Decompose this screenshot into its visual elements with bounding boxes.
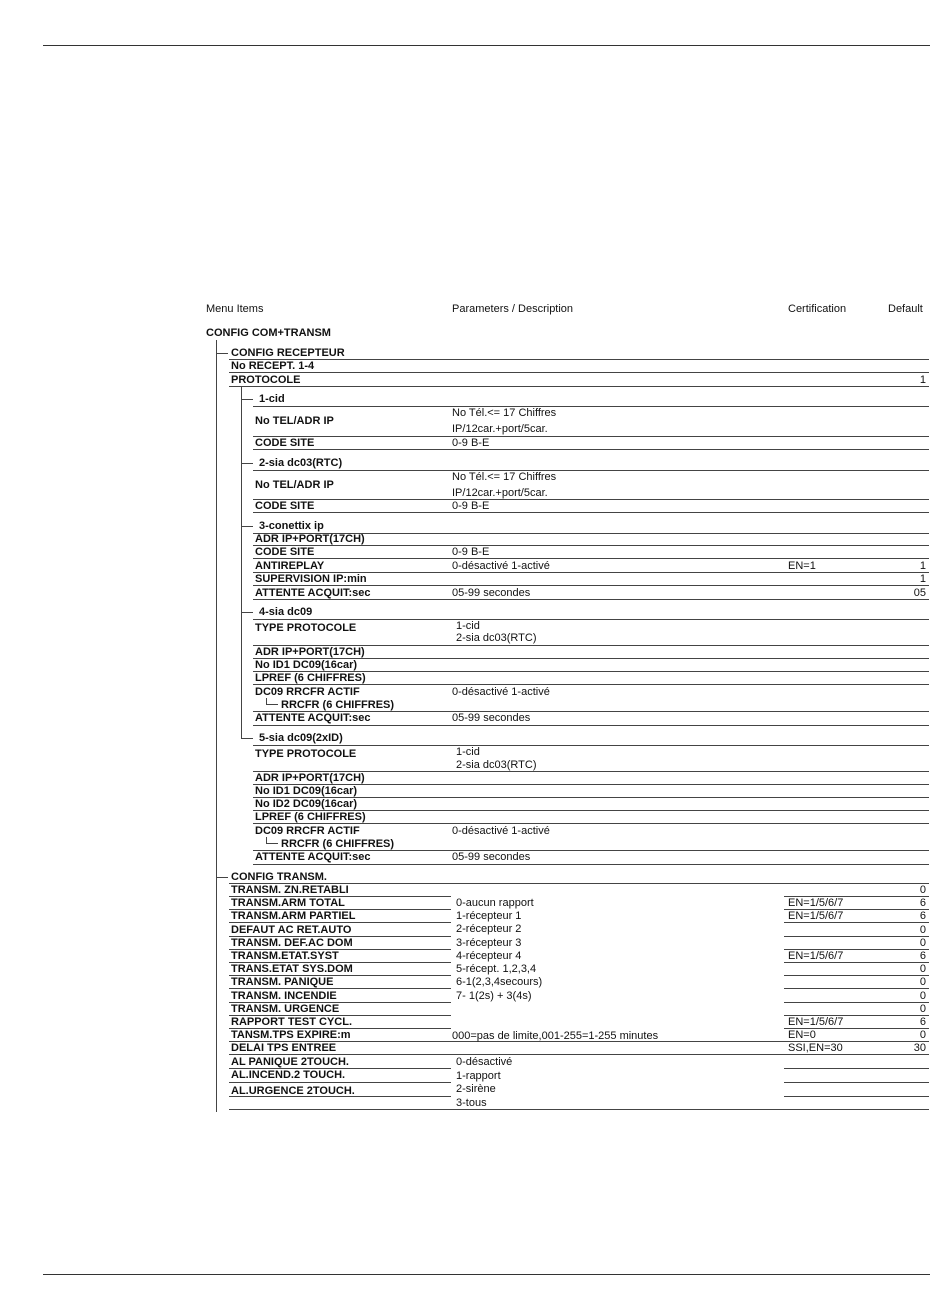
sub-5-sia-dc09-2xid: 5-sia dc09(2xID) [259,732,343,744]
row-rule [229,922,451,923]
option-4: 4-récepteur 4 [456,950,522,962]
row-al-panique: AL PANIQUE 2TOUCH. [231,1056,349,1068]
row-rrcfr: RRCFR (6 CHIFFRES) [281,838,395,850]
cert-antireplay: EN=1 [788,560,816,572]
al-option-2: 2-sirène [456,1083,496,1095]
row-no-id1: No ID1 DC09(16car) [255,785,358,797]
row-adr-ip: ADR IP+PORT(17CH) [255,646,365,658]
row-adr-ip: ADR IP+PORT(17CH) [255,533,365,545]
transm-row-label: TRANSM. DEF.AC DOM [231,937,353,949]
row-al-incend: AL.INCEND.2 TOUCH. [231,1069,346,1081]
desc-code-site: 0-9 B-E [452,437,490,449]
desc-code-site: 0-9 B-E [452,500,490,512]
transm-row-label: TRANSM. PANIQUE [231,976,334,988]
transm-row-default: 6 [919,910,926,922]
transm-row-cert: EN=1/5/6/7 [788,910,844,922]
row-type-protocole: TYPE PROTOCOLE [255,748,357,760]
transm-row-label: TRANS.ETAT SYS.DOM [231,963,353,975]
desc-no-tel-2: IP/12car.+port/5car. [452,423,548,435]
option-7: 7- 1(2s) + 3(4s) [456,990,532,1002]
tree-line-root [216,340,217,1112]
al-option-1: 1-rapport [456,1070,501,1082]
transm-row-cert: EN=1/5/6/7 [788,950,844,962]
desc-rrcfr-actif: 0-désactivé 1-activé [452,825,550,837]
transm-row-label: TRANSM. URGENCE [231,1003,340,1015]
transm-row-label: TRANSM. ZN.RETABLI [231,884,349,896]
desc-antireplay: 0-désactivé 1-activé [452,560,550,572]
row-antireplay: ANTIREPLAY [255,560,325,572]
transm-row-label: TRANSM. INCENDIE [231,990,337,1002]
row-no-id1: No ID1 DC09(16car) [255,659,358,671]
transm-row-default: 6 [919,950,926,962]
desc-no-tel-1: No Tél.<= 17 Chiffres [452,407,557,419]
row-rule [229,1054,929,1055]
transm-row-label: DEFAUT AC RET.AUTO [231,924,352,936]
transm-row-label: TRANSM.ETAT.SYST [231,950,339,962]
sub-4-sia-dc09: 4-sia dc09 [259,606,313,618]
transm-row-label: TANSM.TPS EXPIRE:m [231,1029,351,1041]
transm-row-default: 30 [913,1042,926,1054]
row-type-protocole: TYPE PROTOCOLE [255,622,357,634]
option-6: 6-1(2,3,4secours) [456,976,543,988]
row-al-urgence: AL.URGENCE 2TOUCH. [231,1085,355,1097]
root-title: CONFIG COM+TRANSM [206,327,331,339]
desc-type-2: 2-sia dc03(RTC) [456,759,537,771]
col-parameters: Parameters / Description [452,303,574,315]
col-menu-items: Menu Items [206,303,264,315]
default-supervision: 1 [919,573,926,585]
transm-row-default: 0 [919,990,926,1002]
desc-rrcfr-actif: 0-désactivé 1-activé [452,686,550,698]
desc-no-tel-1: No Tél.<= 17 Chiffres [452,471,557,483]
row-supervision: SUPERVISION IP:min [255,573,367,585]
option-3: 3-récepteur 3 [456,937,522,949]
transm-row-default: 0 [919,884,926,896]
desc-tps-expire: 000=pas de limite,001-255=1-255 minutes [452,1030,659,1042]
row-code-site: CODE SITE [255,437,315,449]
desc-type-2: 2-sia dc03(RTC) [456,632,537,644]
desc-code-site: 0-9 B-E [452,546,490,558]
al-option-3: 3-tous [456,1097,487,1109]
desc-attente: 05-99 secondes [452,712,531,724]
sub-2-sia-dc03: 2-sia dc03(RTC) [259,457,343,469]
option-5: 5-récept. 1,2,3,4 [456,963,537,975]
desc-attente: 05-99 secondes [452,851,531,863]
top-rule [43,45,930,46]
option-1: 1-récepteur 1 [456,910,522,922]
row-rule [784,922,929,923]
row-protocole: PROTOCOLE [231,374,301,386]
row-rule [784,988,929,989]
transm-row-label: DELAI TPS ENTREE [231,1042,337,1054]
sub-1-cid: 1-cid [259,393,285,405]
transm-row-default: 0 [919,937,926,949]
default-antireplay: 1 [919,560,926,572]
row-rrcfr-actif: DC09 RRCFR ACTIF [255,825,360,837]
row-rrcfr: RRCFR (6 CHIFFRES) [281,699,395,711]
row-code-site: CODE SITE [255,546,315,558]
row-attente: ATTENTE ACQUIT:sec [255,712,371,724]
transm-row-default: 0 [919,1003,926,1015]
transm-row-default: 0 [919,1029,926,1041]
transm-row-default: 6 [919,1016,926,1028]
option-0: 0-aucun rapport [456,897,534,909]
desc-type-1: 1-cid [456,620,480,632]
transm-row-default: 6 [919,897,926,909]
row-lpref: LPREF (6 CHIFFRES) [255,672,366,684]
row-no-tel: No TEL/ADR IP [255,479,334,491]
row-no-recept: No RECEPT. 1-4 [231,360,315,372]
transm-row-label: TRANSM.ARM TOTAL [231,897,345,909]
row-rule [229,988,451,989]
row-no-tel: No TEL/ADR IP [255,415,334,427]
transm-row-default: 0 [919,924,926,936]
row-lpref: LPREF (6 CHIFFRES) [255,811,366,823]
sub-3-conettix: 3-conettix ip [259,520,324,532]
row-code-site: CODE SITE [255,500,315,512]
al-option-0: 0-désactivé [456,1056,513,1068]
row-attente: ATTENTE ACQUIT:sec [255,851,371,863]
transm-row-default: 0 [919,976,926,988]
col-certification: Certification [788,303,847,315]
desc-attente: 05-99 secondes [452,587,531,599]
transm-row-default: 0 [919,963,926,975]
transm-row-label: RAPPORT TEST CYCL. [231,1016,353,1028]
option-2: 2-récepteur 2 [456,923,522,935]
row-rrcfr-actif: DC09 RRCFR ACTIF [255,686,360,698]
section-config-recepteur: CONFIG RECEPTEUR [231,347,345,359]
transm-row-cert: SSI,EN=30 [788,1042,843,1054]
transm-row-label: TRANSM.ARM PARTIEL [231,910,356,922]
protocole-default: 1 [919,374,926,386]
transm-row-cert: EN=0 [788,1029,816,1041]
transm-row-cert: EN=1/5/6/7 [788,1016,844,1028]
default-attente: 05 [913,587,926,599]
tree-line-recepteur [241,387,242,738]
desc-no-tel-2: IP/12car.+port/5car. [452,487,548,499]
row-no-id2: No ID2 DC09(16car) [255,798,358,810]
desc-type-1: 1-cid [456,746,480,758]
row-adr-ip: ADR IP+PORT(17CH) [255,772,365,784]
section-config-transm: CONFIG TRANSM. [231,871,327,883]
bottom-rule [43,1274,930,1275]
col-default: Default [888,303,923,315]
transm-row-cert: EN=1/5/6/7 [788,897,844,909]
row-attente: ATTENTE ACQUIT:sec [255,587,371,599]
